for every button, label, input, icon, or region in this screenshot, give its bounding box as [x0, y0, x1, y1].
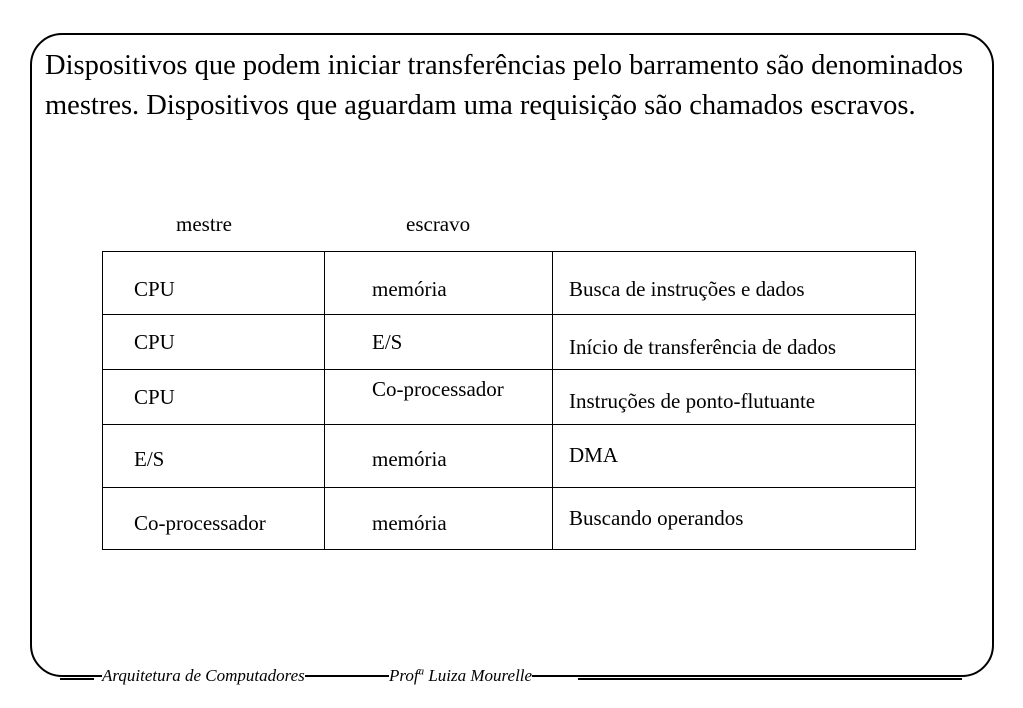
footer-course: Arquitetura de Computadores — [102, 666, 305, 685]
description-cell — [553, 488, 916, 550]
footer-rule-right — [578, 678, 962, 680]
escravo-cell-text: memória — [372, 447, 447, 471]
description-cell — [553, 425, 916, 488]
description-cell-text: Busca de instruções e dados — [569, 277, 805, 301]
table-row — [103, 488, 916, 550]
escravo-cell-text: memória — [372, 277, 447, 301]
mestre-cell — [103, 425, 325, 488]
mestre-cell-text: E/S — [134, 447, 165, 471]
mestre-cell-text: CPU — [134, 330, 175, 354]
footer-prof-name: Luiza Mourelle — [424, 666, 533, 685]
footer-rule-left — [60, 678, 94, 680]
table-row — [103, 370, 916, 425]
description-cell — [553, 370, 916, 425]
mestre-cell-text: Co-processador — [134, 511, 266, 535]
footer-prof-sup: a — [418, 665, 425, 678]
description-cell-text: Instruções de ponto-flutuante — [569, 389, 816, 413]
table-row — [103, 315, 916, 370]
master-slave-table — [102, 251, 916, 550]
column-header-mestre: mestre — [176, 212, 232, 236]
description-cell-text: Início de transferência de dados — [569, 335, 837, 359]
mestre-cell — [103, 370, 325, 425]
description-cell-text: Buscando operandos — [569, 506, 744, 530]
escravo-cell — [325, 425, 553, 488]
footer — [0, 663, 1023, 693]
escravo-cell-text: Co-processador — [372, 377, 504, 401]
mestre-cell — [103, 488, 325, 550]
escravo-cell — [325, 252, 553, 315]
table-row — [103, 252, 916, 315]
description-cell — [553, 315, 916, 370]
mestre-cell-text: CPU — [134, 385, 175, 409]
footer-professor — [389, 665, 532, 687]
mestre-cell-text: CPU — [134, 277, 175, 301]
escravo-cell-text: E/S — [372, 330, 403, 354]
description-cell-text: DMA — [569, 443, 619, 467]
column-header-escravo: escravo — [406, 212, 471, 236]
mestre-cell — [103, 315, 325, 370]
escravo-cell — [325, 315, 553, 370]
intro-text: Dispositivos que podem iniciar transferências pelo barramento são denominados mestres. Dispositivos que aguardam uma requisição são chamados escravos. — [45, 50, 964, 121]
footer-prof-prefix: Prof — [389, 666, 419, 685]
escravo-cell — [325, 488, 553, 550]
mestre-cell — [103, 252, 325, 315]
description-cell — [553, 252, 916, 315]
table-row — [103, 425, 916, 488]
escravo-cell — [325, 370, 553, 425]
escravo-cell-text: memória — [372, 511, 447, 535]
